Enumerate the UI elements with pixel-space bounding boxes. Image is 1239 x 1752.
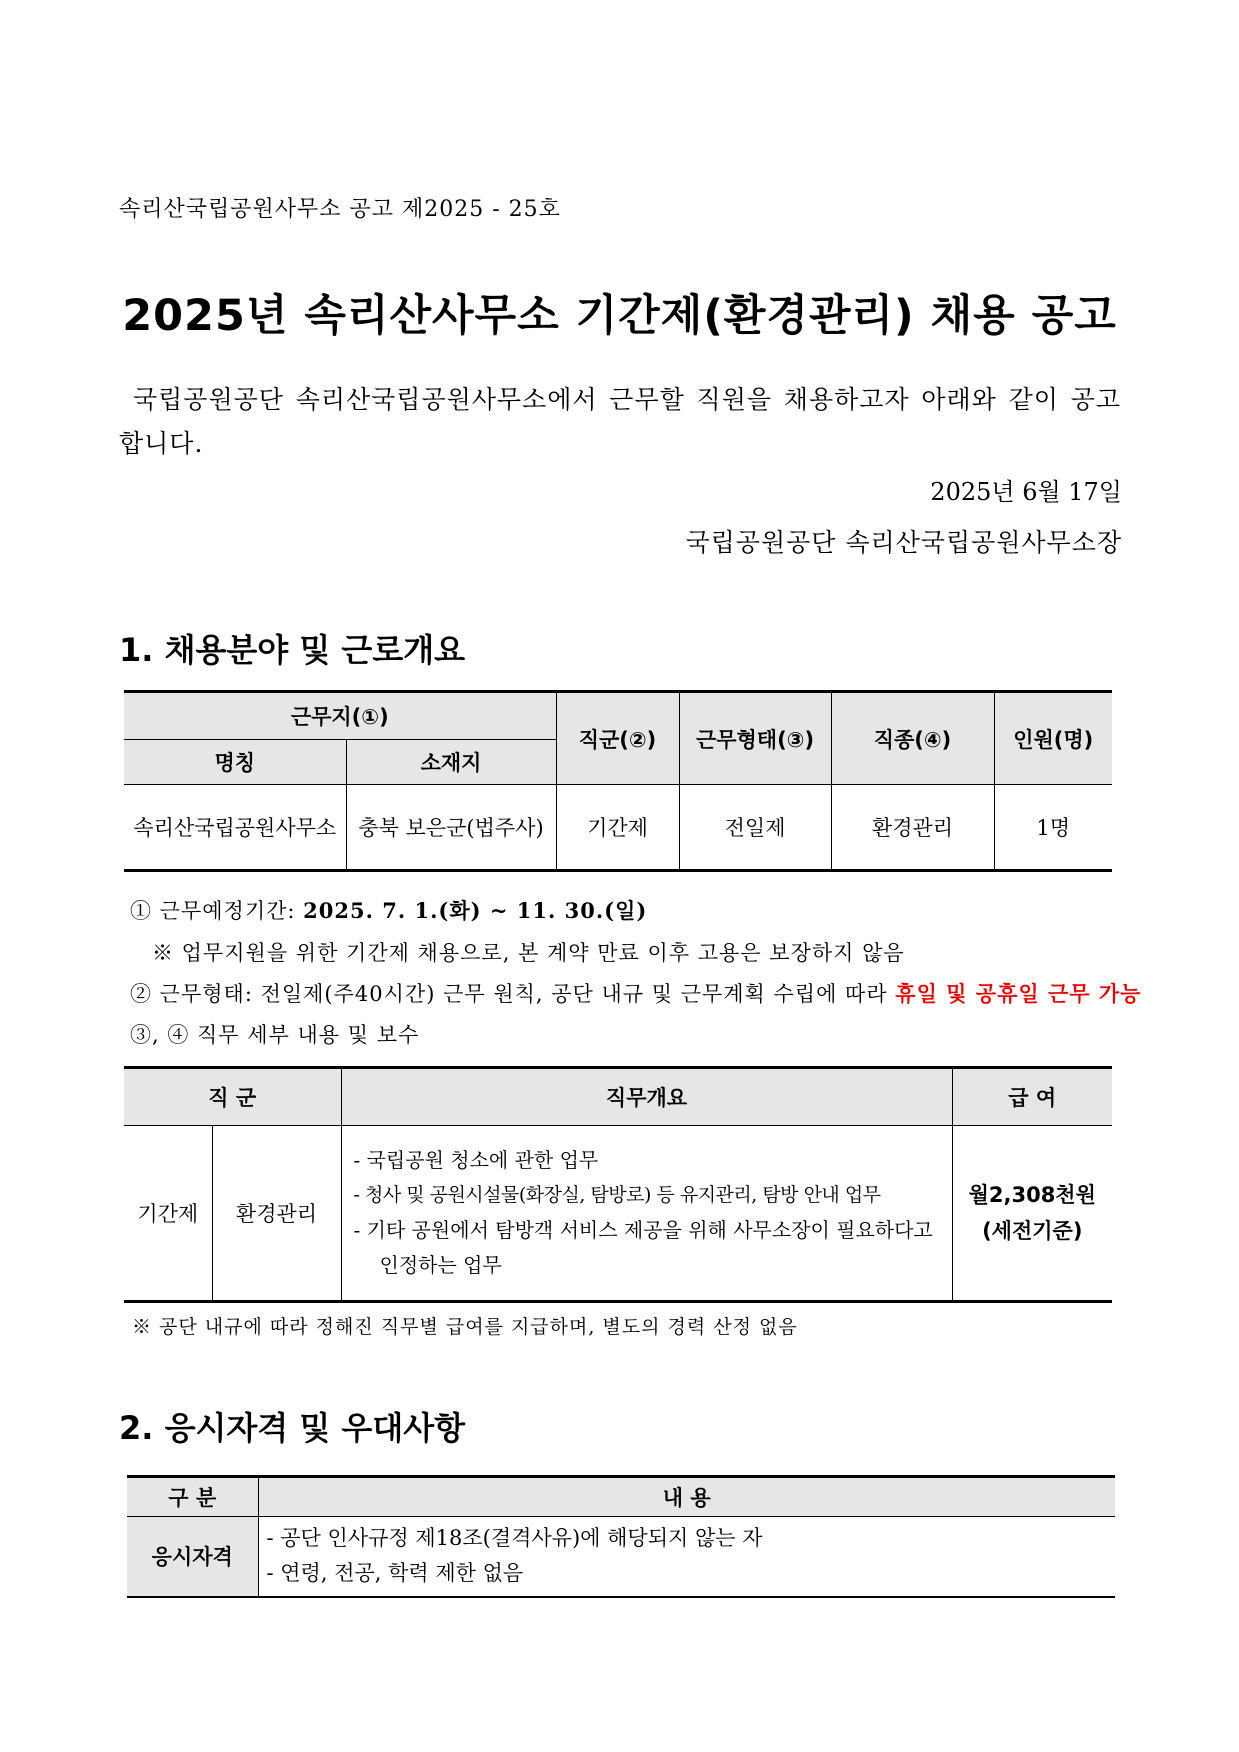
header-summary: 직무개요	[341, 1068, 952, 1126]
note-work-period-label: ① 근무예정기간:	[130, 899, 304, 923]
qualification-table	[127, 1475, 1115, 1598]
duty-item: - 청사 및 공원시설물(화장실, 탐방로) 등 유지관리, 탐방 안내 업무	[353, 1184, 881, 1206]
cell-work-type: 전일제	[679, 785, 831, 871]
cell-headcount: 1명	[994, 785, 1112, 871]
cell-job-type: 환경관리	[831, 785, 994, 871]
pay-amount: 월2,308천원	[968, 1183, 1096, 1207]
table-row	[124, 1126, 1112, 1302]
table-row	[127, 1517, 1115, 1597]
duty-pay-table	[124, 1066, 1112, 1303]
header-group: 직 군	[124, 1068, 341, 1126]
cell-name: 속리산국립공원사무소	[124, 785, 346, 871]
requirement-item: - 공단 인사규정 제18조(결격사유)에 해당되지 않는 자	[266, 1526, 763, 1551]
header-location: 소재지	[346, 740, 556, 785]
cell-pay	[952, 1126, 1112, 1302]
header-category: 구 분	[127, 1477, 258, 1517]
pay-basis: (세전기준)	[982, 1219, 1083, 1243]
note-duty-pay: ③, ④ 직무 세부 내용 및 보수	[130, 1023, 420, 1047]
note-work-type	[130, 978, 1141, 1008]
cell-requirements	[258, 1517, 1115, 1597]
cell-duties	[341, 1126, 952, 1302]
header-job-type: 직종(④)	[831, 692, 994, 785]
cell-location: 충북 보은군(법주사)	[346, 785, 556, 871]
intro-text: 국립공원공단 속리산국립공원사무소에서 근무할 직원을 채용하고자 아래와 같이 공고합니다.	[119, 385, 1121, 458]
header-pay: 급 여	[952, 1068, 1112, 1126]
cell-category: 응시자격	[127, 1517, 258, 1597]
header-headcount: 인원(명)	[994, 692, 1112, 785]
cell-job-group: 기간제	[556, 785, 679, 871]
note-employment-guarantee: ※ 업무지원을 위한 기간제 채용으로, 본 계약 만료 이후 고용은 보장하지 않음	[152, 941, 905, 965]
pay-note: ※ 공단 내규에 따라 정해진 직무별 급여를 지급하며, 별도의 경력 산정 없음	[132, 1316, 798, 1338]
duty-item: - 국립공원 청소에 관한 업무	[353, 1148, 599, 1172]
note-work-period	[130, 895, 647, 925]
section-1-title: 1. 채용분야 및 근로개요	[119, 631, 466, 669]
note-holiday-work: 휴일 및 공휴일 근무 가능	[895, 982, 1142, 1006]
section-2-title: 2. 응시자격 및 우대사항	[119, 1409, 466, 1447]
duty-item: - 기타 공원에서 탐방객 서비스 제공을 위해 사무소장이 필요하다고 인정하는 업무	[353, 1218, 933, 1277]
page-title: 2025년 속리산사무소 기간제(환경관리) 채용 공고	[122, 291, 1117, 341]
header-work-type: 근무형태(③)	[679, 692, 831, 785]
table-row	[124, 785, 1112, 871]
issuer: 국립공원공단 속리산국립공원사무소장	[685, 528, 1122, 557]
note-work-type-text: ② 근무형태: 전일제(주40시간) 근무 원칙, 공단 내규 및 근무계획 수립에 따라	[130, 982, 896, 1006]
cell-type: 환경관리	[212, 1126, 341, 1302]
intro-paragraph	[119, 378, 1121, 466]
notice-date: 2025년 6월 17일	[930, 478, 1122, 506]
header-job-group: 직군(②)	[556, 692, 679, 785]
header-content: 내 용	[258, 1477, 1115, 1517]
header-name: 명칭	[124, 740, 346, 785]
header-workplace: 근무지(①)	[124, 692, 556, 740]
requirement-item: - 연령, 전공, 학력 제한 없음	[266, 1561, 524, 1586]
recruitment-overview-table	[124, 690, 1112, 872]
cell-group: 기간제	[124, 1126, 212, 1302]
notice-number: 속리산국립공원사무소 공고 제2025 - 25호	[119, 197, 561, 222]
note-work-period-value: 2025. 7. 1.(화) ~ 11. 30.(일)	[303, 898, 648, 923]
